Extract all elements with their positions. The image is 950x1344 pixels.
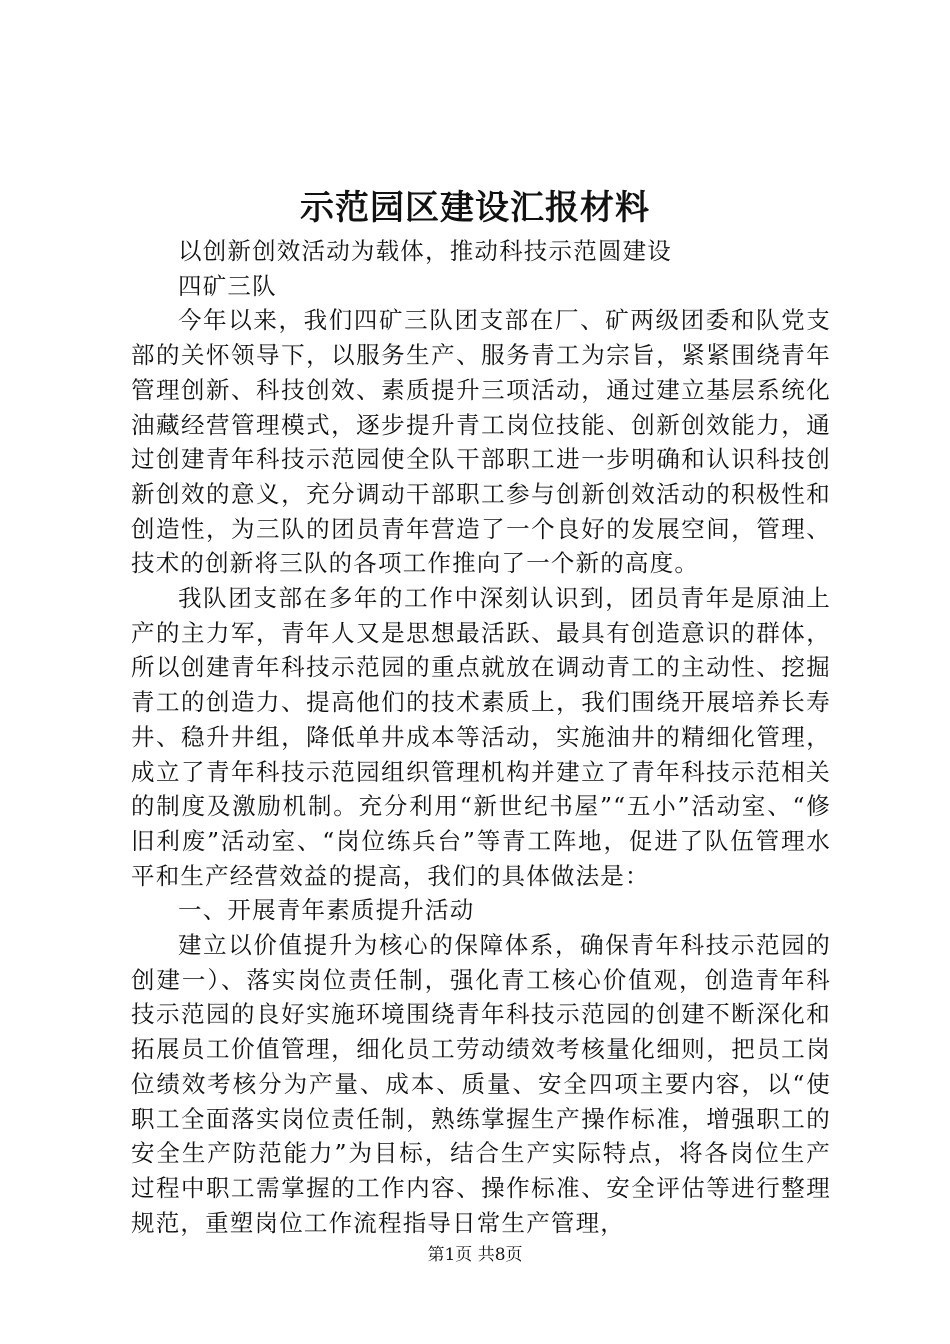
page-number-footer: 第1页 共8页: [427, 1245, 523, 1265]
document-body: [131, 234, 831, 1240]
paragraph-intro: 今年以来，我们四矿三队团支部在厂、矿两级团委和队党支部的关怀领导下，以服务生产、服务青工为宗旨，紧紧围绕青年管理创新、科技创效、素质提升三项活动，通过建立基层系统化油藏经营管理模式，逐步提升青工岗位技能、创新创效能力，通过创建青年科技示范园使全队干部职工进一步明确和认识科技创新创效的意义，充分调动干部职工参与创新创效活动的积极性和创造性，为三队的团员青年营造了一个良好的发展空间，管理、技术的创新将三队的各项工作推向了一个新的高度。: [131, 306, 831, 578]
paragraph-practice: 我队团支部在多年的工作中深刻认识到，团员青年是原油上产的主力军，青年人又是思想最活跃、最具有创造意识的群体，所以创建青年科技示范园的重点就放在调动青工的主动性、挖掘青工的创造力、提高他们的技术素质上，我们围绕开展培养长寿井、稳升井组，降低单井成本等活动，实施油井的精细化管理，成立了青年科技示范园组织管理机构并建立了青年科技示范相关的制度及激励机制。充分利用“新世纪书屋”“五小”活动室、“修旧利废”活动室、“岗位练兵台”等青工阵地，促进了队伍管理水平和生产经营效益的提高，我们的具体做法是：: [131, 584, 831, 890]
document-title: 示范园区建设汇报材料: [300, 188, 650, 228]
author-line: 四矿三队: [178, 271, 277, 300]
section-heading: 一、开展青年素质提升活动: [178, 896, 475, 925]
subtitle: 以创新创效活动为载体，推动科技示范圆建设: [178, 237, 672, 265]
paragraph-section-one: 建立以价值提升为核心的保障体系，确保青年科技示范园的创建一）、落实岗位责任制，强化青工核心价值观，创造青年科技示范园的良好实施环境围绕青年科技示范园的创建不断深化和拓展员工价值管理，细化员工劳动绩效考核量化细则，把员工岗位绩效考核分为产量、成本、质量、安全四项主要内容，以“使职工全面落实岗位责任制，熟练掌握生产操作标准，增强职工的安全生产防范能力”为目标，结合生产实际特点，将各岗位生产过程中职工需掌握的工作内容、操作标准、安全评估等进行整理规范，重塑岗位工作流程指导日常生产管理，: [131, 931, 831, 1237]
